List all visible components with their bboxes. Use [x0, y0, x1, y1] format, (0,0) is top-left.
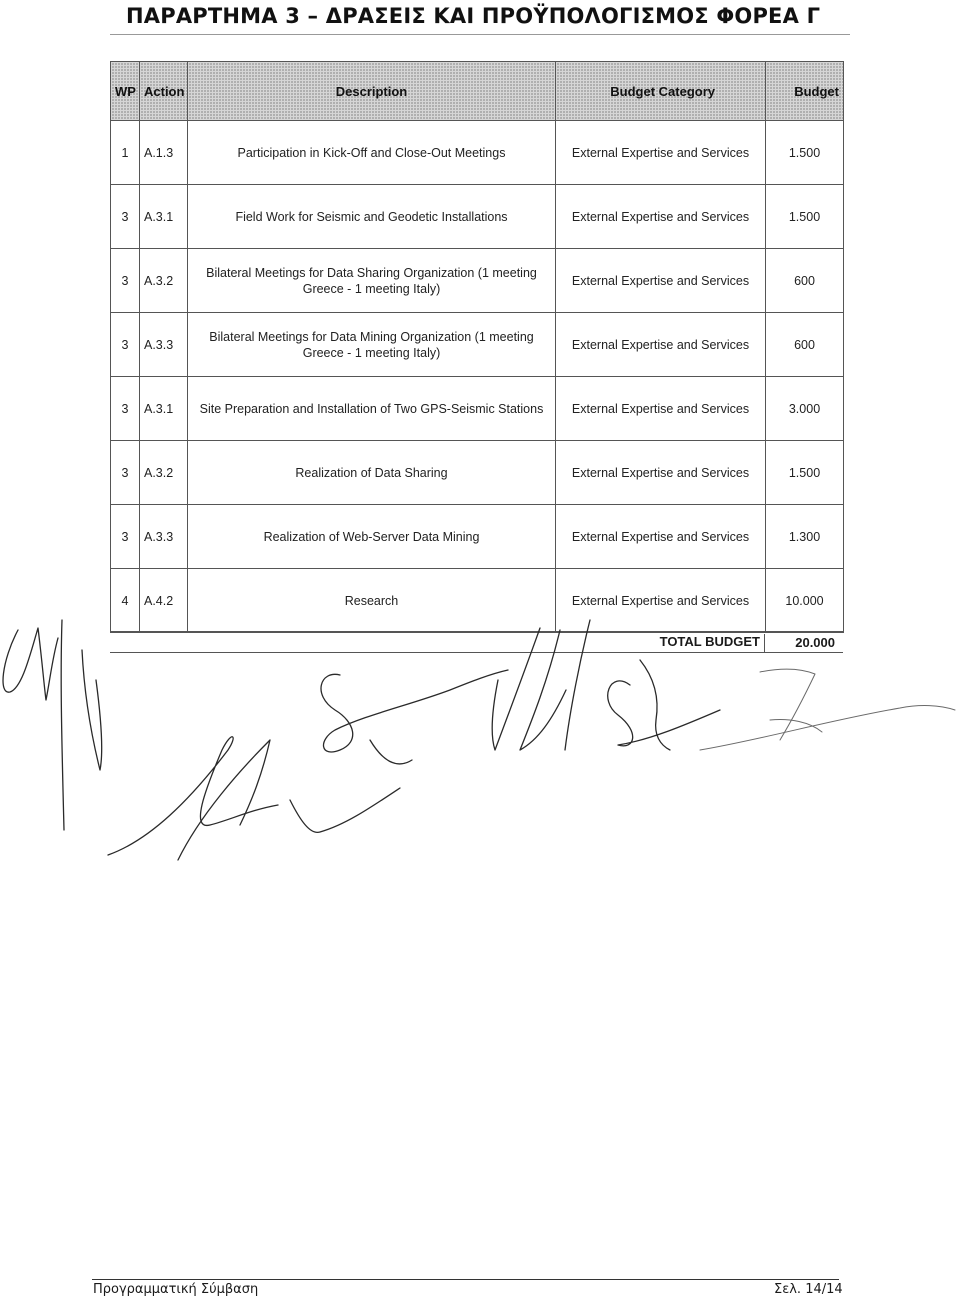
title-divider — [110, 34, 850, 35]
signature-4-mark — [370, 740, 412, 764]
signature-7-mark — [760, 669, 815, 740]
table-row — [111, 377, 844, 441]
cell-action: A.3.1 — [140, 185, 188, 249]
signature-4-mark — [321, 670, 508, 752]
cell-category: External Expertise and Services — [556, 569, 766, 633]
cell-category: External Expertise and Services — [556, 377, 766, 441]
cell-budget: 10.000 — [766, 569, 844, 633]
table-row — [111, 249, 844, 313]
cell-description: Participation in Kick-Off and Close-Out Meetings — [188, 121, 556, 185]
cell-wp: 3 — [111, 441, 140, 505]
cell-category: External Expertise and Services — [556, 249, 766, 313]
cell-budget: 600 — [766, 313, 844, 377]
table-row — [111, 313, 844, 377]
cell-budget: 600 — [766, 249, 844, 313]
signature-6-mark — [608, 681, 720, 746]
cell-action: A.3.2 — [140, 441, 188, 505]
signature-5-mark — [492, 628, 540, 750]
header-action: Action — [140, 62, 188, 121]
signature-2-mark — [178, 740, 270, 860]
cell-category: External Expertise and Services — [556, 441, 766, 505]
header-wp: WP — [111, 62, 140, 121]
cell-wp: 1 — [111, 121, 140, 185]
cell-description: Research — [188, 569, 556, 633]
cell-budget: 1.300 — [766, 505, 844, 569]
cell-budget: 3.000 — [766, 377, 844, 441]
cell-action: A.1.3 — [140, 121, 188, 185]
cell-wp: 3 — [111, 377, 140, 441]
cell-wp: 3 — [111, 249, 140, 313]
cell-wp: 4 — [111, 569, 140, 633]
cell-category: External Expertise and Services — [556, 313, 766, 377]
cell-wp: 3 — [111, 505, 140, 569]
table-row — [111, 121, 844, 185]
page-title: ΠΑΡΑΡΤΗΜΑ 3 – ΔΡΑΣΕΙΣ ΚΑΙ ΠΡΟΫΠΟΛΟΓΙΣΜΟΣ ΦΟΡΕΑ Γ — [126, 4, 821, 28]
cell-category: External Expertise and Services — [556, 505, 766, 569]
table-row — [111, 185, 844, 249]
signature-3-mark — [290, 788, 400, 832]
cell-description: Bilateral Meetings for Data Mining Organization (1 meeting Greece - 1 meeting Italy) — [188, 313, 556, 377]
cell-budget: 1.500 — [766, 185, 844, 249]
cell-description: Field Work for Seismic and Geodetic Installations — [188, 185, 556, 249]
footer-document-name: Προγραμματική Σύμβαση — [93, 1282, 259, 1297]
footer-page-number: Σελ. 14/14 — [774, 1282, 843, 1297]
total-budget-label: TOTAL BUDGET — [660, 634, 765, 652]
cell-budget: 1.500 — [766, 441, 844, 505]
handwritten-signatures — [0, 600, 960, 900]
cell-wp: 3 — [111, 313, 140, 377]
table-header-row — [111, 62, 844, 121]
cell-category: External Expertise and Services — [556, 121, 766, 185]
cell-description: Bilateral Meetings for Data Sharing Organization (1 meeting Greece - 1 meeting Italy) — [188, 249, 556, 313]
cell-action: A.3.3 — [140, 313, 188, 377]
total-budget-value: 20.000 — [795, 635, 835, 650]
cell-action: A.3.1 — [140, 377, 188, 441]
signature-5-mark — [565, 620, 590, 750]
header-budget-category: Budget Category — [556, 62, 766, 121]
cell-action: A.4.2 — [140, 569, 188, 633]
table-row — [111, 505, 844, 569]
cell-description: Realization of Web-Server Data Mining — [188, 505, 556, 569]
cell-category: External Expertise and Services — [556, 185, 766, 249]
cell-action: A.3.2 — [140, 249, 188, 313]
cell-wp: 3 — [111, 185, 140, 249]
signature-7-mark — [700, 706, 955, 750]
signature-1-mark — [61, 620, 64, 830]
budget-table — [110, 61, 844, 633]
signature-1-mark — [82, 650, 102, 770]
cell-description: Site Preparation and Installation of Two GPS-Seismic Stations — [188, 377, 556, 441]
cell-description: Realization of Data Sharing — [188, 441, 556, 505]
table-row — [111, 441, 844, 505]
cell-action: A.3.3 — [140, 505, 188, 569]
signature-1-mark — [3, 628, 58, 700]
footer-divider — [92, 1279, 839, 1280]
header-description: Description — [188, 62, 556, 121]
signature-6-mark — [640, 660, 670, 750]
header-budget: Budget — [766, 62, 844, 121]
signature-5-mark — [520, 630, 566, 750]
cell-budget: 1.500 — [766, 121, 844, 185]
